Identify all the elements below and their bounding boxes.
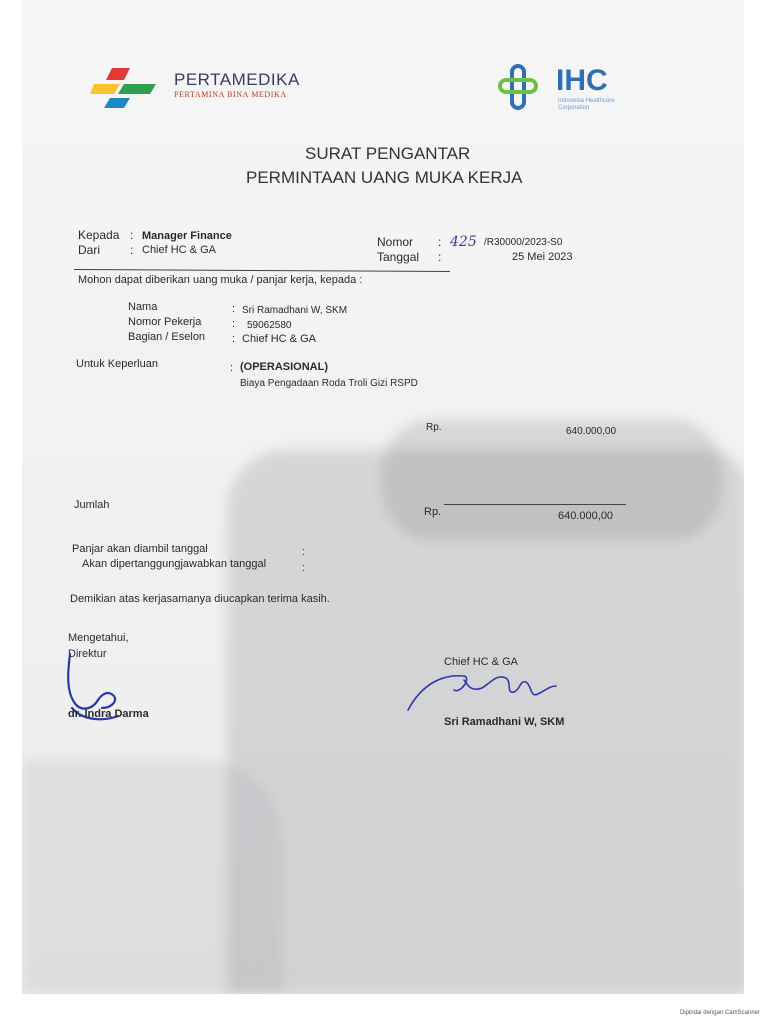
tanggal-value: 25 Mei 2023 (512, 251, 573, 263)
closing-text: Demikian atas kerjasamanya diucapkan terima kasih. (70, 593, 330, 605)
nomor-handwritten: 425 (450, 234, 477, 250)
bagian-value: Chief HC & GA (242, 333, 316, 345)
scan-shadow-2 (382, 420, 722, 540)
tanggal-colon: : (438, 250, 442, 264)
header-divider (74, 269, 450, 272)
nomor-pekerja-value: 59062580 (247, 320, 292, 331)
keperluan-colon: : (230, 362, 234, 374)
bagian-colon: : (232, 333, 236, 345)
chief-signature (402, 664, 572, 720)
nama-colon: : (232, 303, 236, 315)
tanggal-label: Tanggal (377, 250, 420, 264)
nomor-pekerja-colon: : (232, 318, 236, 330)
nama-value: Sri Ramadhani W, SKM (242, 305, 348, 316)
pertamedika-sub: PERTAMINA BINA MEDIKA (174, 90, 287, 99)
panjar-diambil-colon: : (302, 546, 306, 558)
scanner-footer: Dipindai dengan CamScanner (679, 1010, 760, 1016)
kepada-value: Manager Finance (142, 230, 232, 242)
item-amount: 640.000,00 (566, 426, 617, 437)
keperluan-desc: Biaya Pengadaan Roda Troli Gizi RSPD (240, 378, 418, 389)
bagian-label: Bagian / Eselon (128, 331, 206, 343)
nomor-colon: : (438, 235, 442, 249)
pertamedika-name: PERTAMEDIKA (174, 70, 300, 89)
total-rp-label: Rp. (424, 506, 442, 518)
panjar-dipertanggungjawabkan-colon: : (302, 562, 306, 574)
nomor-value: /R30000/2023-S0 (484, 237, 563, 248)
dari-value: Chief HC & GA (142, 244, 216, 256)
kepada-label: Kepada (78, 228, 120, 242)
jumlah-label: Jumlah (74, 499, 110, 511)
nomor-label: Nomor (377, 235, 414, 249)
nama-label: Nama (128, 301, 158, 313)
keperluan-type: (OPERASIONAL) (240, 361, 328, 373)
ihc-name: IHC (556, 64, 608, 97)
mengetahui-label: Mengetahui, (68, 632, 129, 644)
scan-shadow-3 (22, 760, 282, 994)
chief-label: Chief HC & GA (444, 656, 518, 668)
panjar-dipertanggungjawabkan: Akan dipertanggungjawabkan tanggal (82, 558, 267, 570)
total-divider (444, 504, 626, 505)
ihc-sub-2: Corporation (558, 105, 590, 111)
chief-name: Sri Ramadhani W, SKM (444, 716, 565, 728)
ihc-logo-icon (498, 64, 538, 110)
title-line-1: SURAT PENGANTAR (305, 144, 471, 163)
direktur-label: Direktur (68, 648, 107, 660)
nomor-pekerja-label: Nomor Pekerja (128, 316, 202, 328)
kepada-colon: : (130, 228, 134, 242)
dari-label: Dari (78, 243, 101, 257)
document-page (22, 0, 744, 994)
item-rp-label: Rp. (426, 422, 442, 433)
panjar-diambil: Panjar akan diambil tanggal (72, 543, 208, 555)
title-line-2: PERMINTAAN UANG MUKA KERJA (246, 168, 523, 187)
intro-text: Mohon dapat diberikan uang muka / panjar kerja, kepada : (78, 274, 363, 286)
keperluan-label: Untuk Keperluan (76, 358, 158, 370)
total-amount: 640.000,00 (558, 510, 614, 522)
ihc-sub-1: Indonesia Healthcare (558, 98, 615, 104)
dari-colon: : (130, 243, 134, 257)
direktur-name: dr. Indra Darma (68, 708, 149, 720)
pertamedika-logo-icon (90, 66, 160, 110)
